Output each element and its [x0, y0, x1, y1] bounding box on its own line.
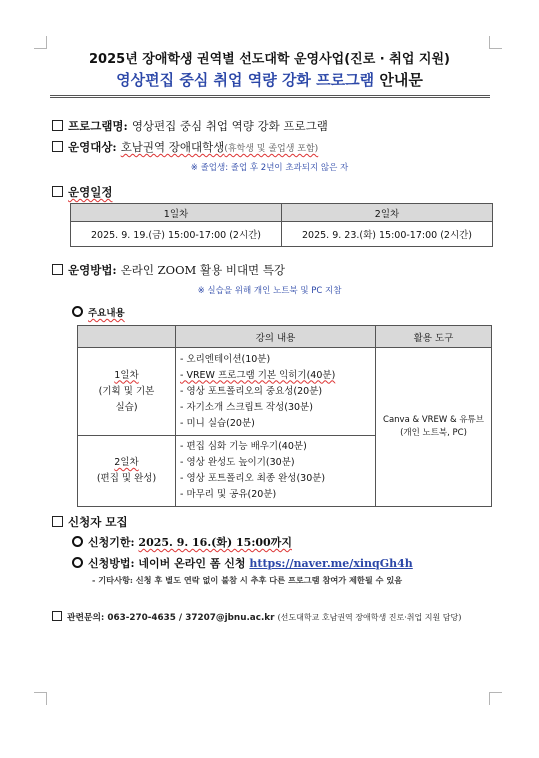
content-tool-cell [376, 348, 492, 507]
target-row [52, 139, 318, 155]
list-item: - VREW 프로그램 기본 익히기(40분) [180, 369, 336, 381]
checkbox-square-icon [52, 264, 63, 275]
header-divider [50, 95, 490, 98]
schedule-header-day1: 1일차 [71, 204, 282, 222]
content-header-empty [78, 326, 176, 348]
contact-row [52, 610, 461, 623]
method-value: 온라인 ZOOM 활용 비대면 특강 [120, 263, 286, 277]
checkbox-square-icon [52, 186, 63, 197]
apply-title-row [52, 514, 128, 530]
schedule-title-row [52, 184, 112, 200]
method-label: 운영방법: [68, 263, 117, 277]
list-item: - 영상 포트폴리오 최종 완성(30분) [180, 473, 326, 484]
header-subtitle-highlight: 영상편집 중심 취업 역량 강화 프로그램 [116, 71, 375, 89]
checkbox-square-icon [52, 120, 63, 131]
list-item: - 미니 실습(20분) [180, 417, 255, 429]
checkbox-square-icon [52, 611, 62, 621]
target-label: 운영대상: [68, 140, 117, 154]
contact-org: (선도대학교 호남권역 장애학생 진로·취업 지원 담당) [277, 613, 462, 622]
program-name-value: 영상편집 중심 취업 역량 강화 프로그램 [131, 119, 328, 133]
content-day1-items [176, 348, 376, 436]
apply-title: 신청자 모집 [68, 515, 128, 529]
content-table [77, 325, 492, 507]
method-note: ※ 실습을 위해 개인 노트북 및 PC 지참 [197, 286, 342, 296]
content-day2-label: 2일차 (편집 및 완성) [78, 436, 176, 507]
contact-email[interactable]: 37207@jbnu.ac.kr [185, 613, 275, 623]
apply-method-label: 신청방법: [88, 557, 135, 570]
content-day1-label: 1일차 (기획 및 기본 실습) [78, 348, 176, 436]
tool-line-2: (개인 노트북, PC) [400, 428, 467, 438]
target-value: 호남권역 장애대학생 [120, 140, 225, 154]
header-title: 2025년 장애학생 권역별 선도대학 운영사업(진로 · 취업 지원) [89, 52, 450, 67]
list-item: - 오리엔테이션(10분) [180, 353, 271, 365]
apply-deadline-row [72, 534, 292, 550]
schedule-header-row [71, 204, 493, 222]
schedule-row [71, 222, 493, 247]
apply-deadline-value: 2025. 9. 16.(화) 15:00까지 [138, 536, 292, 549]
checkbox-square-icon [52, 141, 63, 152]
list-item: - 자기소개 스크립트 작성(30분) [180, 401, 313, 413]
content-row-day1 [78, 348, 492, 436]
list-item: - 영상 포트폴리오의 중요성(20분) [180, 385, 323, 397]
contact-phone: 063-270-4635 [107, 613, 176, 623]
checkbox-square-icon [52, 516, 63, 527]
tool-line-1: Canva & VREW & 유튜브 [383, 415, 484, 425]
contact-separator: / [178, 613, 183, 623]
content-title: 주요내용 [88, 308, 125, 319]
content-title-row [72, 305, 125, 319]
apply-method-value: 네이버 온라인 폼 신청 [138, 557, 246, 570]
content-header-tool: 활용 도구 [376, 326, 492, 348]
apply-etc-note: - 기타사항: 신청 후 별도 연락 없이 불참 시 추후 다른 프로그램 참여가 제한될 수 있음 [92, 575, 403, 585]
schedule-cell-day2: 2025. 9. 23.(화) 15:00-17:00 (2시간) [282, 222, 493, 247]
method-row [52, 262, 285, 278]
header-subtitle-plain: 안내문 [379, 71, 423, 89]
list-item: - 편집 심화 기능 배우기(40분) [180, 441, 307, 452]
apply-form-link[interactable]: https://naver.me/xinqGh4h [249, 557, 413, 570]
target-note: ※ 졸업생: 졸업 후 2년이 초과되지 않은 자 [190, 163, 349, 173]
schedule-title: 운영일정 [68, 185, 113, 199]
schedule-table [70, 203, 493, 247]
circle-bullet-icon [72, 557, 83, 568]
circle-bullet-icon [72, 536, 83, 547]
list-item: - 마무리 및 공유(20분) [180, 489, 277, 500]
target-sub: (휴학생 및 졸업생 포함) [224, 144, 319, 154]
schedule-cell-day1: 2025. 9. 19.(금) 15:00-17:00 (2시간) [71, 222, 282, 247]
content-header-row [78, 326, 492, 348]
apply-method-row [72, 555, 413, 571]
content-day2-items [176, 436, 376, 507]
content-header-lecture: 강의 내용 [176, 326, 376, 348]
apply-deadline-label: 신청기한: [88, 536, 135, 549]
contact-label: 관련문의: [67, 613, 105, 623]
list-item: - 영상 완성도 높이기(30분) [180, 457, 295, 468]
corner-mark-bottom-right [489, 692, 502, 705]
program-name-label: 프로그램명: [68, 119, 128, 133]
header-subtitle [0, 69, 539, 90]
corner-mark-bottom-left [34, 692, 47, 705]
program-name-row [52, 118, 328, 134]
schedule-header-day2: 2일차 [282, 204, 493, 222]
circle-bullet-icon [72, 306, 83, 317]
